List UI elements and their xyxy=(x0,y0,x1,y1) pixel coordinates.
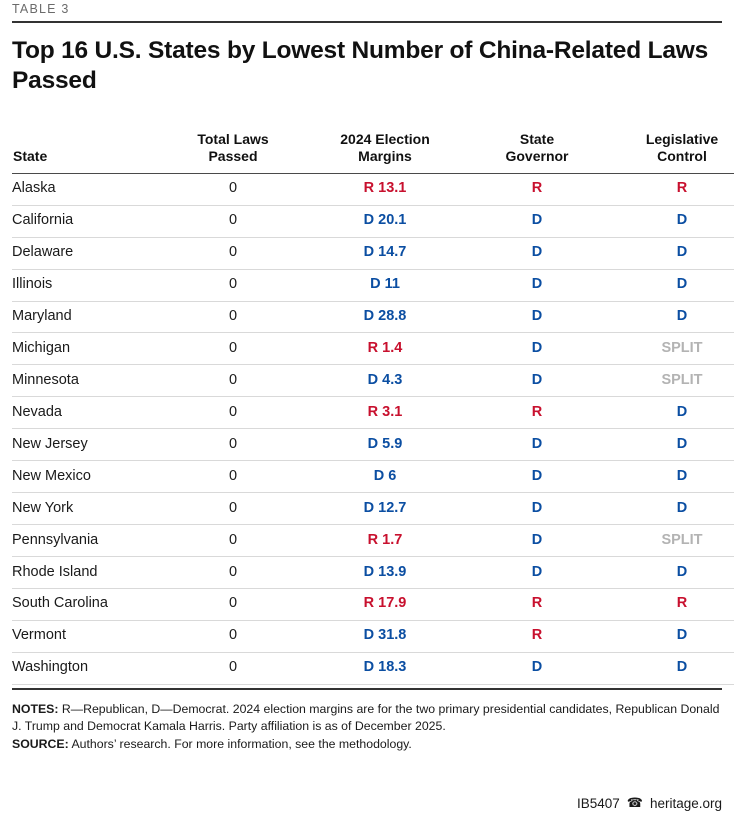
table-row xyxy=(12,525,734,557)
cell-legislative-control: D xyxy=(608,652,734,684)
cell-state: South Carolina xyxy=(12,588,162,620)
cell-legislative-control: SPLIT xyxy=(608,525,734,557)
cell-election-margin: R 17.9 xyxy=(304,588,466,620)
cell-total-laws: 0 xyxy=(162,397,304,429)
cell-legislative-control: D xyxy=(608,461,734,493)
table-row xyxy=(12,461,734,493)
cell-legislative-control: R xyxy=(608,588,734,620)
top-rule xyxy=(12,21,722,23)
cell-state-governor: D xyxy=(466,205,608,237)
cell-total-laws: 0 xyxy=(162,588,304,620)
table-label: TABLE 3 xyxy=(12,2,70,16)
table-row xyxy=(12,301,734,333)
cell-election-margin: R 1.4 xyxy=(304,333,466,365)
column-header-state-governor xyxy=(466,130,608,173)
column-header-state-governor-line1: State xyxy=(519,130,555,147)
cell-election-margin: D 13.9 xyxy=(304,557,466,589)
cell-state-governor: R xyxy=(466,397,608,429)
table-row xyxy=(12,269,734,301)
column-header-election-margins-line2: Margins xyxy=(358,148,412,165)
cell-total-laws: 0 xyxy=(162,557,304,589)
table-row xyxy=(12,365,734,397)
table-row xyxy=(12,205,734,237)
cell-state: Vermont xyxy=(12,620,162,652)
cell-state: Delaware xyxy=(12,237,162,269)
table-row xyxy=(12,237,734,269)
column-header-total-laws-line2: Passed xyxy=(208,148,258,165)
cell-total-laws: 0 xyxy=(162,493,304,525)
cell-total-laws: 0 xyxy=(162,461,304,493)
column-header-legislative-control-line2: Control xyxy=(657,148,707,165)
notes-block xyxy=(12,701,722,753)
table-row xyxy=(12,493,734,525)
column-header-election-margins xyxy=(304,130,466,173)
cell-election-margin: D 5.9 xyxy=(304,429,466,461)
cell-state-governor: D xyxy=(466,301,608,333)
cell-total-laws: 0 xyxy=(162,237,304,269)
table-row xyxy=(12,620,734,652)
cell-state: Pennsylvania xyxy=(12,525,162,557)
notes-label: NOTES: xyxy=(12,701,59,716)
column-header-election-margins-line1: 2024 Election xyxy=(340,130,430,147)
cell-legislative-control: SPLIT xyxy=(608,333,734,365)
heritage-logo-icon: ☎ xyxy=(626,795,643,810)
table-row xyxy=(12,652,734,684)
cell-election-margin: R 3.1 xyxy=(304,397,466,429)
source-line xyxy=(12,736,722,753)
cell-total-laws: 0 xyxy=(162,620,304,652)
table-header xyxy=(12,130,734,174)
cell-legislative-control: D xyxy=(608,237,734,269)
cell-election-margin: D 28.8 xyxy=(304,301,466,333)
cell-election-margin: D 14.7 xyxy=(304,237,466,269)
cell-state: California xyxy=(12,205,162,237)
cell-total-laws: 0 xyxy=(162,173,304,205)
cell-state: New Mexico xyxy=(12,461,162,493)
notes-text: R—Republican, D—Democrat. 2024 election margins are for the two primary presidential candidates, Republican Donald J. Trump and Democrat Kamala Harris. Party affiliation is as of December 2025. xyxy=(12,701,720,734)
column-header-total-laws-line1: Total Laws xyxy=(197,130,269,147)
table-row xyxy=(12,557,734,589)
site-name: heritage.org xyxy=(649,795,722,811)
cell-state: Illinois xyxy=(12,269,162,301)
column-header-state-line2: State xyxy=(13,148,48,165)
table-row xyxy=(12,333,734,365)
page-title: Top 16 U.S. States by Lowest Number of China-Related Laws Passed xyxy=(12,37,709,94)
cell-state-governor: R xyxy=(466,173,608,205)
cell-state-governor: D xyxy=(466,333,608,365)
column-header-state-governor-line2: Governor xyxy=(505,148,569,165)
cell-state: Nevada xyxy=(12,397,162,429)
cell-state: Maryland xyxy=(12,301,162,333)
table-row xyxy=(12,397,734,429)
header-row xyxy=(12,130,734,173)
cell-legislative-control: D xyxy=(608,429,734,461)
table-row xyxy=(12,588,734,620)
cell-state: New York xyxy=(12,493,162,525)
column-header-state xyxy=(12,130,162,173)
table-row xyxy=(12,173,734,205)
source-text: Authors’ research. For more information, see the methodology. xyxy=(68,736,412,751)
cell-state: Washington xyxy=(12,652,162,684)
document-id: IB5407 xyxy=(576,795,620,811)
cell-legislative-control: R xyxy=(608,173,734,205)
footer xyxy=(577,795,722,811)
cell-election-margin: D 31.8 xyxy=(304,620,466,652)
cell-election-margin: D 4.3 xyxy=(304,365,466,397)
cell-state-governor: D xyxy=(466,652,608,684)
cell-election-margin: D 12.7 xyxy=(304,493,466,525)
cell-state-governor: D xyxy=(466,269,608,301)
cell-state-governor: D xyxy=(466,557,608,589)
cell-total-laws: 0 xyxy=(162,333,304,365)
cell-state-governor: R xyxy=(466,588,608,620)
column-header-legislative-control-line1: Legislative xyxy=(645,130,719,147)
cell-state: Michigan xyxy=(12,333,162,365)
cell-state-governor: R xyxy=(466,620,608,652)
cell-total-laws: 0 xyxy=(162,269,304,301)
cell-legislative-control: D xyxy=(608,205,734,237)
source-label: SOURCE: xyxy=(12,736,69,751)
cell-state: Minnesota xyxy=(12,365,162,397)
cell-total-laws: 0 xyxy=(162,205,304,237)
notes-line xyxy=(12,701,722,736)
cell-legislative-control: D xyxy=(608,557,734,589)
cell-legislative-control: D xyxy=(608,269,734,301)
cell-total-laws: 0 xyxy=(162,525,304,557)
cell-total-laws: 0 xyxy=(162,301,304,333)
column-header-total-laws xyxy=(162,130,304,173)
bottom-rule xyxy=(12,688,722,690)
cell-total-laws: 0 xyxy=(162,652,304,684)
cell-state-governor: D xyxy=(466,461,608,493)
cell-legislative-control: D xyxy=(608,620,734,652)
cell-state-governor: D xyxy=(466,365,608,397)
cell-election-margin: R 13.1 xyxy=(304,173,466,205)
cell-election-margin: D 11 xyxy=(304,269,466,301)
cell-state: New Jersey xyxy=(12,429,162,461)
cell-state-governor: D xyxy=(466,493,608,525)
cell-state: Alaska xyxy=(12,173,162,205)
cell-state-governor: D xyxy=(466,237,608,269)
table-row xyxy=(12,429,734,461)
states-table xyxy=(12,130,734,685)
cell-election-margin: D 6 xyxy=(304,461,466,493)
cell-legislative-control: D xyxy=(608,493,734,525)
cell-election-margin: R 1.7 xyxy=(304,525,466,557)
cell-election-margin: D 20.1 xyxy=(304,205,466,237)
cell-legislative-control: D xyxy=(608,397,734,429)
cell-election-margin: D 18.3 xyxy=(304,652,466,684)
table-body xyxy=(12,173,734,684)
column-header-legislative-control xyxy=(608,130,734,173)
cell-state-governor: D xyxy=(466,525,608,557)
cell-state-governor: D xyxy=(466,429,608,461)
cell-legislative-control: SPLIT xyxy=(608,365,734,397)
cell-legislative-control: D xyxy=(608,301,734,333)
cell-state: Rhode Island xyxy=(12,557,162,589)
cell-total-laws: 0 xyxy=(162,429,304,461)
cell-total-laws: 0 xyxy=(162,365,304,397)
